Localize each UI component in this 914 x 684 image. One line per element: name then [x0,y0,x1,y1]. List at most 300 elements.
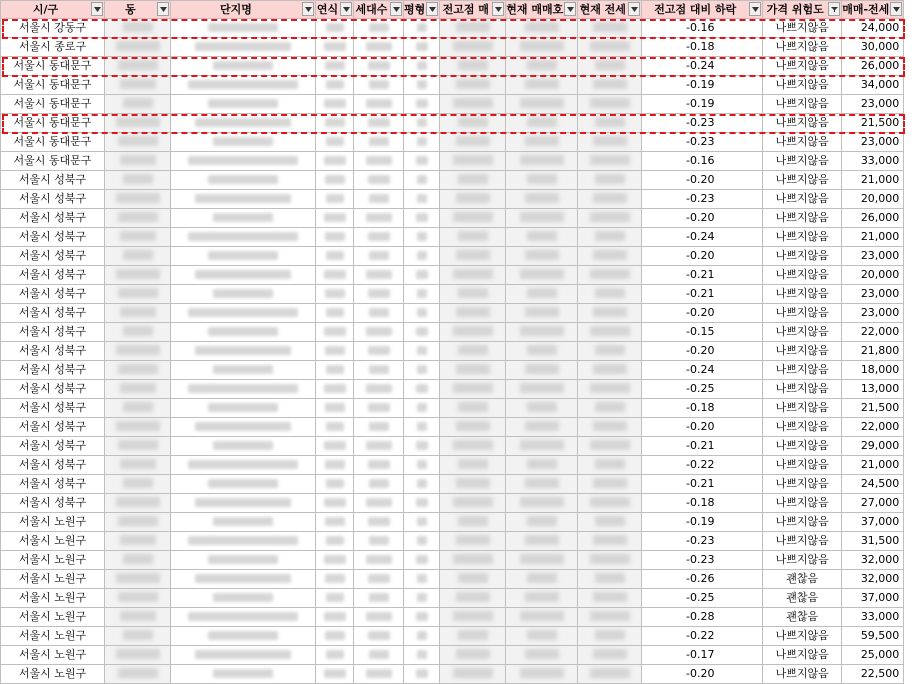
redacted-cell[interactable] [316,494,354,513]
redacted-cell[interactable] [506,589,578,608]
redacted-cell[interactable] [578,475,642,494]
redacted-cell[interactable] [354,646,404,665]
redacted-cell[interactable] [578,266,642,285]
cell-price-risk[interactable]: 나쁘지않음 [763,133,842,152]
redacted-cell[interactable] [105,532,171,551]
redacted-cell[interactable] [440,551,506,570]
cell-sale-jeonse-gap[interactable]: 21,500 [842,399,904,418]
redacted-cell[interactable] [354,627,404,646]
redacted-cell[interactable] [506,19,578,38]
redacted-cell[interactable] [404,551,440,570]
redacted-cell[interactable] [506,551,578,570]
cell-sigu[interactable]: 서울시 노원구 [1,589,105,608]
redacted-cell[interactable] [578,437,642,456]
redacted-cell[interactable] [316,171,354,190]
redacted-cell[interactable] [105,627,171,646]
cell-sale-jeonse-gap[interactable]: 29,000 [842,437,904,456]
cell-sigu[interactable]: 서울시 동대문구 [1,152,105,171]
cell-drop-rate[interactable]: -0.21 [642,266,763,285]
redacted-cell[interactable] [578,361,642,380]
cell-sale-jeonse-gap[interactable]: 26,000 [842,209,904,228]
column-header-8[interactable] [578,1,642,19]
redacted-cell[interactable] [578,133,642,152]
cell-sale-jeonse-gap[interactable]: 37,000 [842,589,904,608]
redacted-cell[interactable] [316,19,354,38]
redacted-cell[interactable] [440,399,506,418]
cell-sale-jeonse-gap[interactable]: 21,000 [842,228,904,247]
cell-sale-jeonse-gap[interactable]: 20,000 [842,190,904,209]
redacted-cell[interactable] [105,285,171,304]
column-header-4[interactable] [354,1,404,19]
redacted-cell[interactable] [440,266,506,285]
redacted-cell[interactable] [404,19,440,38]
redacted-cell[interactable] [105,228,171,247]
cell-sigu[interactable]: 서울시 동대문구 [1,57,105,76]
cell-price-risk[interactable]: 괜찮음 [763,589,842,608]
redacted-cell[interactable] [578,551,642,570]
redacted-cell[interactable] [440,133,506,152]
cell-price-risk[interactable]: 나쁘지않음 [763,19,842,38]
redacted-cell[interactable] [105,266,171,285]
cell-drop-rate[interactable]: -0.24 [642,361,763,380]
cell-price-risk[interactable]: 나쁘지않음 [763,57,842,76]
cell-price-risk[interactable]: 나쁘지않음 [763,665,842,684]
cell-price-risk[interactable]: 나쁘지않음 [763,95,842,114]
redacted-cell[interactable] [506,532,578,551]
dropdown-arrow-icon[interactable] [91,2,103,16]
cell-sigu[interactable]: 서울시 노원구 [1,627,105,646]
redacted-cell[interactable] [354,209,404,228]
redacted-cell[interactable] [354,665,404,684]
cell-sale-jeonse-gap[interactable]: 23,000 [842,247,904,266]
redacted-cell[interactable] [316,209,354,228]
column-header-2[interactable] [171,1,316,19]
cell-sigu[interactable]: 서울시 성북구 [1,171,105,190]
redacted-cell[interactable] [440,437,506,456]
redacted-cell[interactable] [171,646,316,665]
redacted-cell[interactable] [354,190,404,209]
cell-sale-jeonse-gap[interactable]: 23,000 [842,133,904,152]
cell-price-risk[interactable]: 나쁘지않음 [763,532,842,551]
cell-sale-jeonse-gap[interactable]: 22,500 [842,665,904,684]
redacted-cell[interactable] [316,627,354,646]
column-header-9[interactable] [642,1,763,19]
redacted-cell[interactable] [105,57,171,76]
cell-price-risk[interactable]: 나쁘지않음 [763,399,842,418]
redacted-cell[interactable] [506,570,578,589]
redacted-cell[interactable] [171,437,316,456]
cell-sale-jeonse-gap[interactable]: 23,000 [842,95,904,114]
redacted-cell[interactable] [316,304,354,323]
redacted-cell[interactable] [171,285,316,304]
redacted-cell[interactable] [105,133,171,152]
redacted-cell[interactable] [354,38,404,57]
redacted-cell[interactable] [354,304,404,323]
cell-price-risk[interactable]: 나쁘지않음 [763,513,842,532]
redacted-cell[interactable] [506,209,578,228]
redacted-cell[interactable] [578,380,642,399]
redacted-cell[interactable] [578,114,642,133]
redacted-cell[interactable] [506,323,578,342]
redacted-cell[interactable] [506,513,578,532]
cell-price-risk[interactable]: 나쁘지않음 [763,209,842,228]
cell-sigu[interactable]: 서울시 성북구 [1,399,105,418]
redacted-cell[interactable] [440,190,506,209]
cell-price-risk[interactable]: 나쁘지않음 [763,627,842,646]
redacted-cell[interactable] [506,57,578,76]
cell-drop-rate[interactable]: -0.23 [642,551,763,570]
cell-sigu[interactable]: 서울시 성북구 [1,247,105,266]
redacted-cell[interactable] [506,38,578,57]
redacted-cell[interactable] [404,361,440,380]
redacted-cell[interactable] [171,38,316,57]
cell-price-risk[interactable]: 나쁘지않음 [763,418,842,437]
cell-sigu[interactable]: 서울시 성북구 [1,342,105,361]
cell-sigu[interactable]: 서울시 성북구 [1,285,105,304]
redacted-cell[interactable] [404,228,440,247]
redacted-cell[interactable] [440,665,506,684]
redacted-cell[interactable] [316,38,354,57]
redacted-cell[interactable] [105,342,171,361]
cell-sale-jeonse-gap[interactable]: 24,000 [842,19,904,38]
cell-sale-jeonse-gap[interactable]: 33,000 [842,608,904,627]
cell-sigu[interactable]: 서울시 동대문구 [1,76,105,95]
redacted-cell[interactable] [404,266,440,285]
cell-sigu[interactable]: 서울시 성북구 [1,361,105,380]
cell-sale-jeonse-gap[interactable]: 37,000 [842,513,904,532]
redacted-cell[interactable] [171,456,316,475]
redacted-cell[interactable] [404,437,440,456]
redacted-cell[interactable] [578,646,642,665]
cell-sigu[interactable]: 서울시 노원구 [1,665,105,684]
redacted-cell[interactable] [354,95,404,114]
redacted-cell[interactable] [354,361,404,380]
cell-sale-jeonse-gap[interactable]: 21,800 [842,342,904,361]
cell-sigu[interactable]: 서울시 성북구 [1,380,105,399]
redacted-cell[interactable] [354,494,404,513]
cell-drop-rate[interactable]: -0.24 [642,228,763,247]
redacted-cell[interactable] [105,418,171,437]
redacted-cell[interactable] [171,247,316,266]
cell-price-risk[interactable]: 괜찮음 [763,570,842,589]
cell-drop-rate[interactable]: -0.17 [642,646,763,665]
redacted-cell[interactable] [506,342,578,361]
redacted-cell[interactable] [506,228,578,247]
redacted-cell[interactable] [171,399,316,418]
redacted-cell[interactable] [506,380,578,399]
cell-sale-jeonse-gap[interactable]: 24,500 [842,475,904,494]
redacted-cell[interactable] [404,399,440,418]
column-header-0[interactable] [1,1,105,19]
filter-funnel-icon[interactable] [828,2,840,16]
cell-drop-rate[interactable]: -0.25 [642,380,763,399]
cell-sale-jeonse-gap[interactable]: 32,000 [842,551,904,570]
redacted-cell[interactable] [105,114,171,133]
redacted-cell[interactable] [105,323,171,342]
redacted-cell[interactable] [171,228,316,247]
redacted-cell[interactable] [171,418,316,437]
cell-drop-rate[interactable]: -0.21 [642,475,763,494]
redacted-cell[interactable] [354,513,404,532]
redacted-cell[interactable] [316,665,354,684]
redacted-cell[interactable] [105,646,171,665]
redacted-cell[interactable] [354,171,404,190]
redacted-cell[interactable] [171,627,316,646]
redacted-cell[interactable] [316,418,354,437]
redacted-cell[interactable] [404,380,440,399]
cell-sale-jeonse-gap[interactable]: 25,000 [842,646,904,665]
redacted-cell[interactable] [578,57,642,76]
redacted-cell[interactable] [440,361,506,380]
redacted-cell[interactable] [578,494,642,513]
redacted-cell[interactable] [105,608,171,627]
cell-drop-rate[interactable]: -0.23 [642,133,763,152]
redacted-cell[interactable] [404,209,440,228]
redacted-cell[interactable] [316,266,354,285]
redacted-cell[interactable] [316,399,354,418]
redacted-cell[interactable] [440,209,506,228]
cell-price-risk[interactable]: 나쁘지않음 [763,285,842,304]
redacted-cell[interactable] [404,171,440,190]
redacted-cell[interactable] [578,76,642,95]
redacted-cell[interactable] [404,190,440,209]
redacted-cell[interactable] [171,380,316,399]
cell-sigu[interactable]: 서울시 성북구 [1,475,105,494]
redacted-cell[interactable] [105,513,171,532]
dropdown-arrow-icon[interactable] [340,2,352,16]
redacted-cell[interactable] [440,114,506,133]
redacted-cell[interactable] [506,608,578,627]
redacted-cell[interactable] [404,494,440,513]
cell-price-risk[interactable]: 나쁘지않음 [763,475,842,494]
redacted-cell[interactable] [404,114,440,133]
redacted-cell[interactable] [578,171,642,190]
cell-sale-jeonse-gap[interactable]: 18,000 [842,361,904,380]
redacted-cell[interactable] [354,266,404,285]
cell-drop-rate[interactable]: -0.20 [642,342,763,361]
redacted-cell[interactable] [171,342,316,361]
cell-sigu[interactable]: 서울시 성북구 [1,456,105,475]
redacted-cell[interactable] [404,57,440,76]
redacted-cell[interactable] [316,608,354,627]
redacted-cell[interactable] [171,665,316,684]
redacted-cell[interactable] [440,323,506,342]
redacted-cell[interactable] [354,19,404,38]
cell-drop-rate[interactable]: -0.28 [642,608,763,627]
cell-sigu[interactable]: 서울시 노원구 [1,551,105,570]
redacted-cell[interactable] [404,133,440,152]
cell-drop-rate[interactable]: -0.16 [642,19,763,38]
redacted-cell[interactable] [105,399,171,418]
redacted-cell[interactable] [316,589,354,608]
redacted-cell[interactable] [506,190,578,209]
cell-drop-rate[interactable]: -0.23 [642,190,763,209]
dropdown-arrow-icon[interactable] [628,2,640,16]
redacted-cell[interactable] [354,589,404,608]
redacted-cell[interactable] [171,475,316,494]
redacted-cell[interactable] [105,152,171,171]
redacted-cell[interactable] [440,57,506,76]
redacted-cell[interactable] [316,437,354,456]
cell-sigu[interactable]: 서울시 성북구 [1,494,105,513]
dropdown-arrow-icon[interactable] [890,2,902,16]
redacted-cell[interactable] [578,608,642,627]
redacted-cell[interactable] [440,171,506,190]
cell-drop-rate[interactable]: -0.18 [642,38,763,57]
redacted-cell[interactable] [578,665,642,684]
cell-price-risk[interactable]: 나쁘지않음 [763,342,842,361]
redacted-cell[interactable] [171,95,316,114]
cell-sale-jeonse-gap[interactable]: 59,500 [842,627,904,646]
cell-price-risk[interactable]: 나쁘지않음 [763,38,842,57]
redacted-cell[interactable] [171,494,316,513]
redacted-cell[interactable] [440,627,506,646]
redacted-cell[interactable] [404,285,440,304]
redacted-cell[interactable] [105,361,171,380]
redacted-cell[interactable] [506,304,578,323]
cell-price-risk[interactable]: 괜찮음 [763,608,842,627]
redacted-cell[interactable] [578,399,642,418]
redacted-cell[interactable] [171,589,316,608]
redacted-cell[interactable] [105,437,171,456]
cell-price-risk[interactable]: 나쁘지않음 [763,380,842,399]
redacted-cell[interactable] [354,532,404,551]
column-header-6[interactable] [440,1,506,19]
redacted-cell[interactable] [316,646,354,665]
redacted-cell[interactable] [440,513,506,532]
cell-price-risk[interactable]: 나쁘지않음 [763,494,842,513]
redacted-cell[interactable] [440,95,506,114]
redacted-cell[interactable] [506,76,578,95]
redacted-cell[interactable] [440,494,506,513]
redacted-cell[interactable] [404,152,440,171]
cell-drop-rate[interactable]: -0.24 [642,57,763,76]
redacted-cell[interactable] [105,380,171,399]
redacted-cell[interactable] [316,285,354,304]
redacted-cell[interactable] [105,247,171,266]
redacted-cell[interactable] [578,190,642,209]
redacted-cell[interactable] [506,418,578,437]
redacted-cell[interactable] [578,323,642,342]
cell-sale-jeonse-gap[interactable]: 21,000 [842,171,904,190]
redacted-cell[interactable] [171,171,316,190]
redacted-cell[interactable] [354,57,404,76]
redacted-cell[interactable] [105,19,171,38]
cell-drop-rate[interactable]: -0.21 [642,285,763,304]
redacted-cell[interactable] [404,608,440,627]
redacted-cell[interactable] [171,76,316,95]
redacted-cell[interactable] [171,57,316,76]
redacted-cell[interactable] [404,665,440,684]
redacted-cell[interactable] [404,342,440,361]
redacted-cell[interactable] [354,342,404,361]
redacted-cell[interactable] [440,589,506,608]
redacted-cell[interactable] [316,152,354,171]
redacted-cell[interactable] [404,418,440,437]
cell-drop-rate[interactable]: -0.20 [642,209,763,228]
cell-sale-jeonse-gap[interactable]: 20,000 [842,266,904,285]
cell-sigu[interactable]: 서울시 성북구 [1,418,105,437]
redacted-cell[interactable] [404,247,440,266]
redacted-cell[interactable] [404,38,440,57]
redacted-cell[interactable] [171,209,316,228]
cell-sigu[interactable]: 서울시 성북구 [1,209,105,228]
redacted-cell[interactable] [506,247,578,266]
redacted-cell[interactable] [404,456,440,475]
redacted-cell[interactable] [105,304,171,323]
redacted-cell[interactable] [440,38,506,57]
cell-drop-rate[interactable]: -0.26 [642,570,763,589]
redacted-cell[interactable] [404,589,440,608]
redacted-cell[interactable] [440,247,506,266]
redacted-cell[interactable] [404,76,440,95]
redacted-cell[interactable] [578,513,642,532]
redacted-cell[interactable] [316,323,354,342]
redacted-cell[interactable] [506,285,578,304]
redacted-cell[interactable] [171,114,316,133]
redacted-cell[interactable] [105,76,171,95]
redacted-cell[interactable] [404,304,440,323]
redacted-cell[interactable] [105,475,171,494]
redacted-cell[interactable] [578,228,642,247]
redacted-cell[interactable] [578,570,642,589]
redacted-cell[interactable] [105,551,171,570]
redacted-cell[interactable] [440,76,506,95]
column-header-5[interactable] [404,1,440,19]
column-header-7[interactable] [506,1,578,19]
redacted-cell[interactable] [440,19,506,38]
cell-sigu[interactable]: 서울시 성북구 [1,304,105,323]
redacted-cell[interactable] [354,114,404,133]
cell-drop-rate[interactable]: -0.19 [642,95,763,114]
dropdown-arrow-icon[interactable] [426,2,438,16]
cell-price-risk[interactable]: 나쁘지않음 [763,646,842,665]
redacted-cell[interactable] [440,608,506,627]
redacted-cell[interactable] [105,38,171,57]
redacted-cell[interactable] [404,570,440,589]
cell-drop-rate[interactable]: -0.19 [642,513,763,532]
redacted-cell[interactable] [578,532,642,551]
redacted-cell[interactable] [316,380,354,399]
redacted-cell[interactable] [316,342,354,361]
redacted-cell[interactable] [354,247,404,266]
redacted-cell[interactable] [316,76,354,95]
redacted-cell[interactable] [404,95,440,114]
redacted-cell[interactable] [171,190,316,209]
cell-drop-rate[interactable]: -0.23 [642,114,763,133]
redacted-cell[interactable] [354,76,404,95]
redacted-cell[interactable] [105,570,171,589]
redacted-cell[interactable] [354,133,404,152]
redacted-cell[interactable] [354,399,404,418]
redacted-cell[interactable] [171,570,316,589]
cell-sigu[interactable]: 서울시 성북구 [1,190,105,209]
redacted-cell[interactable] [105,171,171,190]
redacted-cell[interactable] [506,95,578,114]
redacted-cell[interactable] [316,190,354,209]
redacted-cell[interactable] [440,228,506,247]
cell-sale-jeonse-gap[interactable]: 23,000 [842,304,904,323]
redacted-cell[interactable] [316,228,354,247]
redacted-cell[interactable] [506,152,578,171]
redacted-cell[interactable] [404,323,440,342]
redacted-cell[interactable] [354,323,404,342]
redacted-cell[interactable] [440,285,506,304]
redacted-cell[interactable] [354,456,404,475]
redacted-cell[interactable] [316,456,354,475]
cell-price-risk[interactable]: 나쁘지않음 [763,304,842,323]
redacted-cell[interactable] [354,551,404,570]
